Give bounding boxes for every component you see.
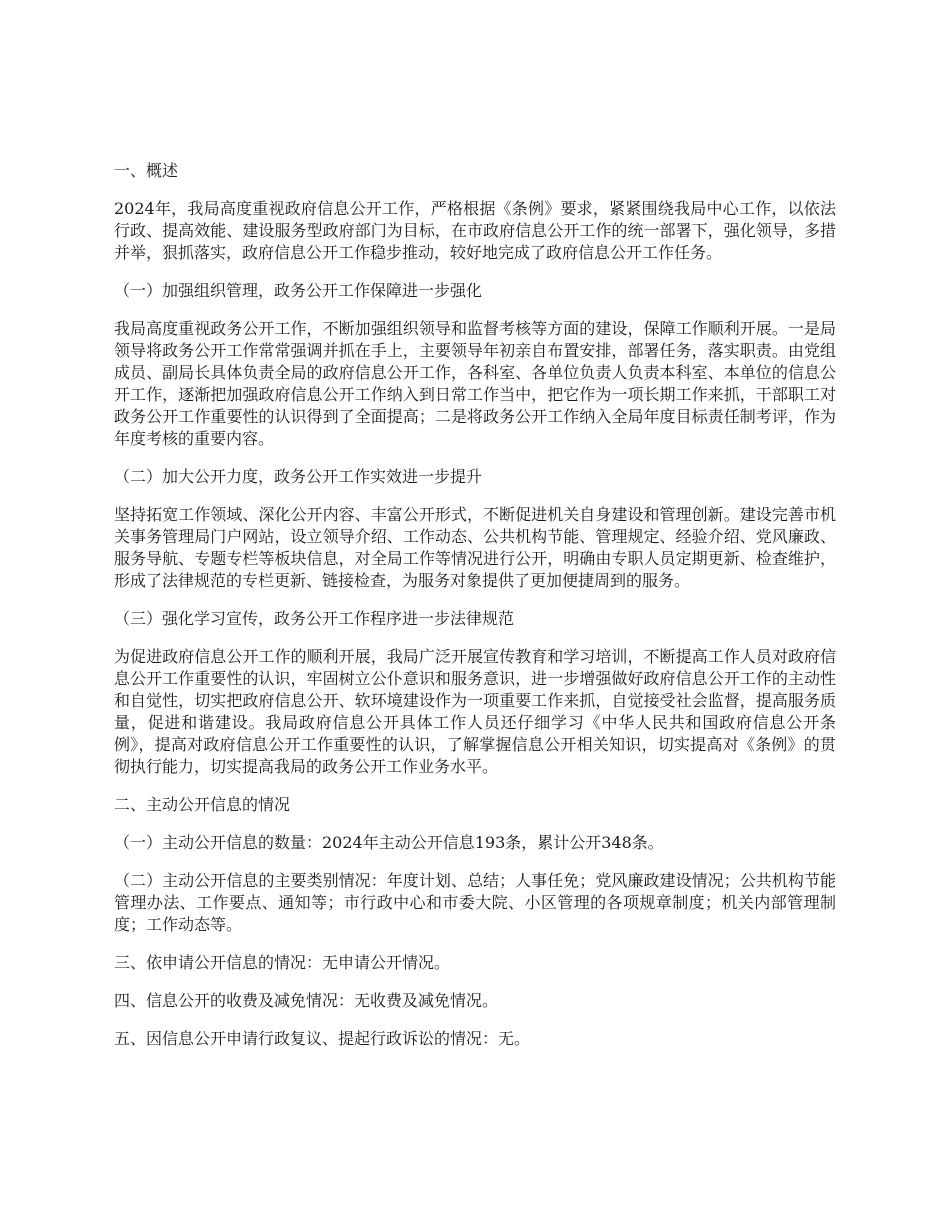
organization-paragraph: 我局高度重视政务公开工作，不断加强组织领导和监督考核等方面的建设，保障工作顺利开展。一是局领导将政务公开工作常常强调并抓在手上，主要领导年初亲自布置安排，部署任务，落实职责。由党组成员、副局长具体负责全局的政府信息公开工作，各科室、各单位负责人负责本科室、本单位的信息公开工作，逐渐把加强政府信息公开工作纳入到日常工作当中，把它作为一项长期工作来抓，干部职工对政务公开工作重要性的认识得到了全面提高；二是将政务公开工作纳入全局年度目标责任制考评，作为年度考核的重要内容。 xyxy=(114,319,836,448)
overview-paragraph: 2024年，我局高度重视政府信息公开工作，严格根据《条例》要求，紧紧围绕我局中心工作，以依法行政、提高效能、建设服务型政府部门为目标，在市政府信息公开工作的统一部署下，强化领导，多措并举，狠抓落实，政府信息公开工作稳步推动，较好地完成了政府信息公开工作任务。 xyxy=(114,199,836,262)
active-disclosure-count: （一）主动公开信息的数量：2024年主动公开信息193条，累计公开348条。 xyxy=(114,833,664,852)
subheading-organization: （一）加强组织管理，政务公开工作保障进一步强化 xyxy=(114,281,483,300)
section-heading-overview: 一、概述 xyxy=(114,161,179,180)
section-review-litigation: 五、因信息公开申请行政复议、提起行政诉讼的情况：无。 xyxy=(114,1029,531,1048)
training-paragraph: 为促进政府信息公开工作的顺利开展，我局广泛开展宣传教育和学习培训，不断提高工作人员对政府信息公开工作重要性的认识，牢固树立公仆意识和服务意识，进一步增强做好政府信息公开工作的主动性和自觉性，切实把政府信息公开、软环境建设作为一项重要工作来抓，自觉接受社会监督，提高服务质量，促进和谐建设。我局政府信息公开具体工作人员还仔细学习《中华人民共和国政府信息公开条例》，提高对政府信息公开工作重要性的认识，了解掌握信息公开相关知识，切实提高对《条例》的贯彻执行能力，切实提高我局的政务公开工作业务水平。 xyxy=(114,647,836,776)
section-request-disclosure: 三、依申请公开信息的情况：无申请公开情况。 xyxy=(114,953,451,972)
section-fees: 四、信息公开的收费及减免情况：无收费及减免情况。 xyxy=(114,991,499,1010)
disclosure-effort-paragraph: 坚持拓宽工作领域、深化公开内容、丰富公开形式，不断促进机关自身建设和管理创新。建设完善市机关事务管理局门户网站，设立领导介绍、工作动态、公共机构节能、管理规定、经验介绍、党风廉政、服务导航、专题专栏等板块信息，对全局工作等情况进行公开，明确由专职人员定期更新、检查维护，形成了法律规范的专栏更新、链接检查，为服务对象提供了更加便捷周到的服务。 xyxy=(114,505,836,590)
section-heading-active-disclosure: 二、主动公开信息的情况 xyxy=(114,795,291,814)
active-disclosure-categories: （二）主动公开信息的主要类别情况：年度计划、总结；人事任免；党风廉政建设情况；公共机构节能管理办法、工作要点、通知等；市行政中心和市委大院、小区管理的各项规章制度；机关内部管理制度；工作动态等。 xyxy=(114,871,836,934)
subheading-disclosure-effort: （二）加大公开力度，政务公开工作实效进一步提升 xyxy=(114,467,483,486)
subheading-training: （三）强化学习宣传，政务公开工作程序进一步法律规范 xyxy=(114,609,515,628)
document-body xyxy=(114,160,836,1066)
